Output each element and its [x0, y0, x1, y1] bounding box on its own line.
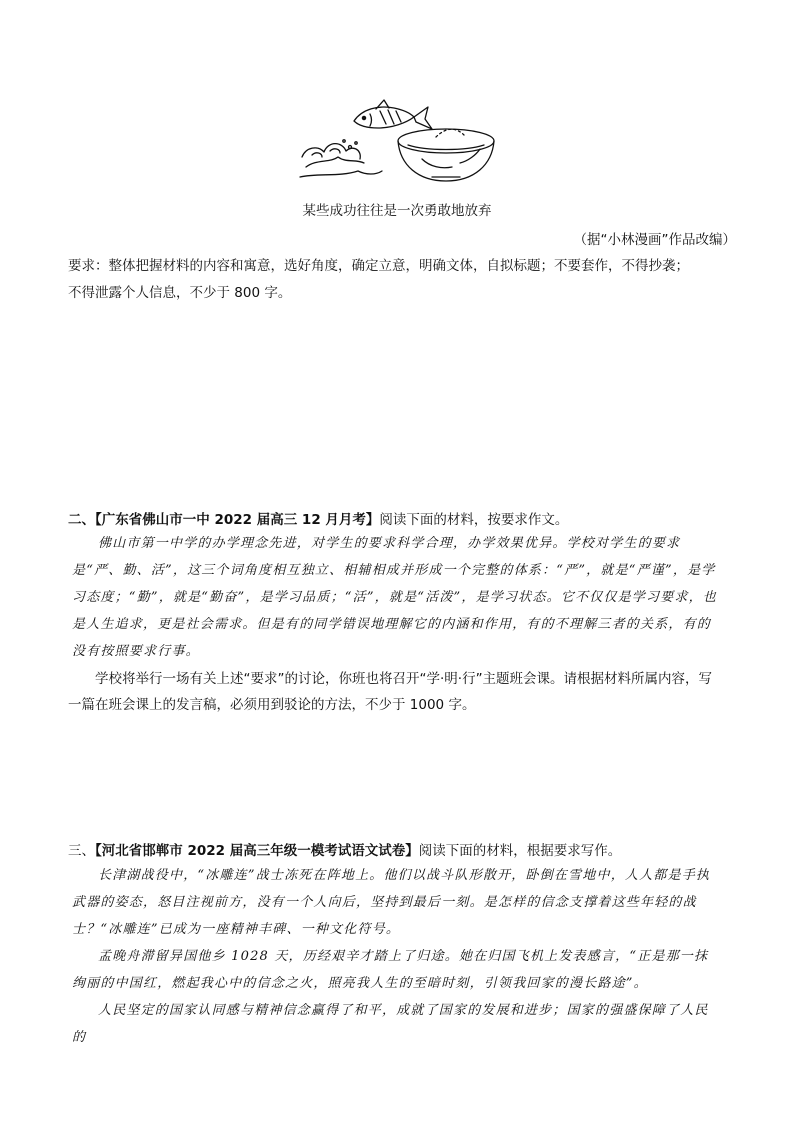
section-3-heading — [68, 839, 621, 859]
section-instruction: 阅读下面的材料，根据要求写作。 — [418, 843, 622, 859]
section-2-material — [72, 530, 720, 665]
section-instruction: 阅读下面的材料，按要求作文。 — [379, 512, 569, 528]
task-paragraph: 学校将举行一场有关上述“要求”的讨论，你班也将召开“学·明·行”主题班会课。请根据材料所属内容，写一篇在班会课上的发言稿，必须用到驳论的方法，不少于 1000 字。 — [68, 671, 713, 713]
section-2-heading — [68, 508, 568, 528]
section-2-task — [68, 666, 720, 718]
section-number: 三、 — [68, 843, 95, 859]
material-paragraph-3: 人民坚定的国家认同感与精神信念赢得了和平，成就了国家的发展和进步；国家的强盛保障了人民的 — [72, 1003, 709, 1045]
illustration-credit: （据“小林漫画”作品改编） — [573, 232, 736, 248]
material-paragraph: 佛山市第一中学的办学理念先进，对学生的要求科学合理，办学效果优异。学校对学生的要求是“严、勤、活”，这三个词角度相互独立、相辅相成并形成一个完整的体系：“严”，就是“严谨”，是学习态度；“勤”，就是“勤奋”，是学习品质；“活”，就是“活泼”，是学习状态。它不仅仅是学习要求，也是人生追求，更是社会需求。但是有的同学错误地理解它的内涵和作用，有的不理解三者的关系，有的没有按照要求行事。 — [72, 536, 717, 659]
requirement-line-2: 不得泄露个人信息，不少于 800 字。 — [68, 285, 292, 301]
section-source: 【河北省邯郸市 2022 届高三年级一模考试语文试卷】 — [95, 843, 419, 859]
section-number: 二、 — [68, 512, 95, 528]
material-paragraph-2: 孟晚舟滞留异国他乡 1028 天，历经艰辛才踏上了归途。她在归国飞机上发表感言，“正是那一抹绚丽的中国红，燃起我心中的信念之火，照亮我人生的至暗时刻，引领我回家的漫长路途”。 — [72, 949, 709, 991]
section-3-material — [72, 862, 720, 1051]
requirement-line-1: 要求：整体把握材料的内容和寓意，选好角度，确定立意，明确文体，自拟标题；不要套作，不得抄袭； — [68, 258, 689, 274]
section-source: 【广东省佛山市一中 2022 届高三 12 月月考】 — [95, 512, 380, 528]
illustration-caption: 某些成功往往是一次勇敢地放弃 — [302, 203, 492, 219]
material-paragraph-1: 长津湖战役中，“冰雕连”战士冻死在阵地上。他们以战斗队形散开，卧倒在雪地中，人人都是手执武器的姿态，怒目注视前方，没有一个人向后，坚持到最后一刻。是怎样的信念支撑着这些年轻的战士？“冰雕连”已成为一座精神丰碑、一种文化符号。 — [72, 868, 711, 937]
fish-bowl-illustration — [296, 97, 501, 189]
